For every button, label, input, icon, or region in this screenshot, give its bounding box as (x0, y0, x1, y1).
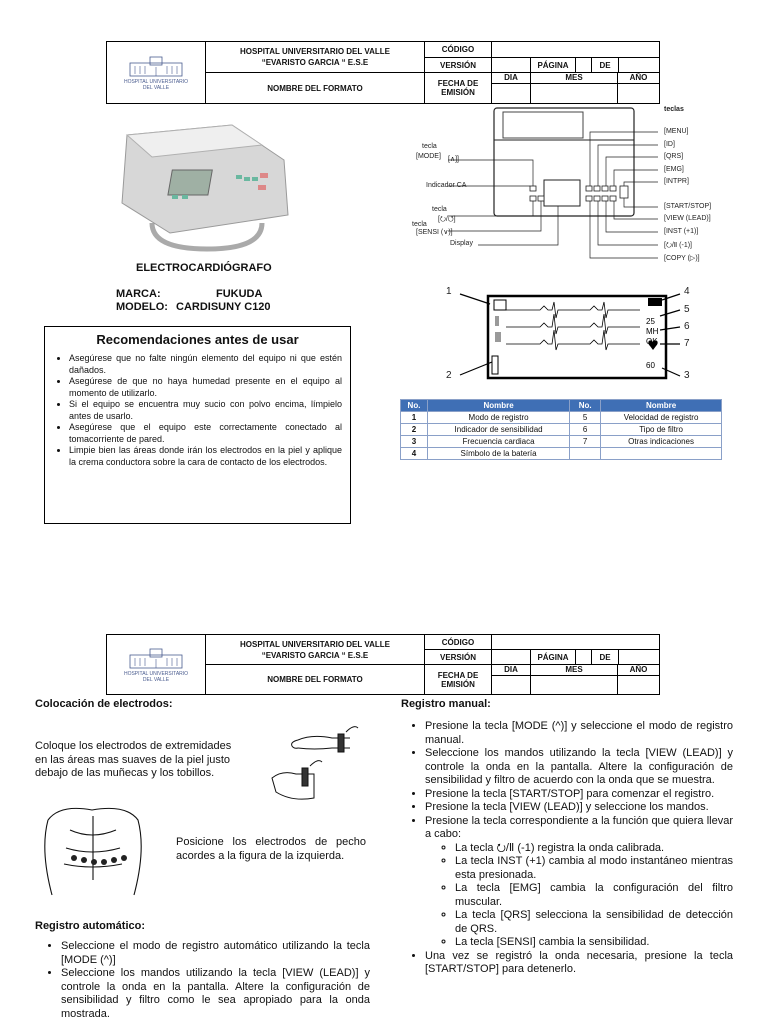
document-header-page2: HOSPITAL UNIVERSITARIO DEL VALLE HOSPITAL UNIVERSITARIO DEL VALLE “EVARISTO GARCIA “ E.S.E CÓDIGO VERSIÓN PÁGINA DE NOMBRE DEL FORMATO FECHA DE EMISIÓN DIA MES AÑO (106, 634, 660, 695)
logo-caption-2: DEL VALLE (142, 84, 170, 91)
codigo-label: CÓDIGO (425, 42, 492, 58)
modelo-value: CARDISUNY C120 (176, 301, 271, 313)
electrocardiograph-image (112, 115, 297, 255)
marca-value: FUKUDA (216, 288, 263, 300)
panel-label-cal: [⭮/Ⅱ (-1)] (664, 242, 693, 249)
table-row: 3 Frecuencia cardiaca 7 Otras indicaciones (401, 436, 722, 448)
list-item: ◦ La tecla INST (+1) cambia al modo instantáneo mientras esta presionada. (455, 855, 733, 882)
auto-list (35, 940, 370, 1021)
list-item: • Asegúrese de que no haya humedad presente en el equipo al momento de utilizarlo. (69, 376, 342, 399)
display-callout-2: 2 (446, 370, 452, 381)
list-item: • Seleccione los mandos utilizando la tecla [VIEW (LEAD)] y controle la onda en la pantalla. Altere la configuración de sensibilidad y filtro como le sea apropiado para la onda mostrada. (61, 967, 370, 1021)
hospital-name: HOSPITAL UNIVERSITARIO DEL VALLE “EVARISTO GARCIA “ E.S.E (206, 635, 425, 665)
panel-label-qrs: [QRS] (664, 153, 684, 160)
list-item: • Presione la tecla correspondiente a la función que quiera llevar a cabo: ◦ La tecla ⭮/Ⅱ (-1) registra la onda calibrada. ◦ La tecla INST (+1) cambia al modo instantáneo mientras esta presionada. ◦ La tecla [EMG] cambia la configuración del filtro muscular. ◦ La tecla [QRS] selecciona la sensibilidad de detección de QRS. ◦ La tecla [SENSI] cambia la sensibilidad. (425, 815, 733, 950)
display-callout-4: 4 (684, 286, 690, 297)
codigo-value (492, 42, 660, 58)
logo-caption-1: HOSPITAL UNIVERSITARIO (123, 78, 189, 85)
list-item: • Seleccione los mandos utilizando la tecla [VIEW (LEAD)] y controle la onda en la pantalla. Altere la configuración de sensibilidad y filtro de acuerdo con la onda que se muestra. (425, 747, 733, 788)
display-names-table: No. Nombre No. Nombre 1 Modo de registro 5 Velocidad de registro 2 Indicador de sensibilidad 6 Tipo de filtro 3 Frecuencia cardiaca 7 Otras indicaciones 4 Símbolo de la batería (400, 399, 722, 460)
panel-label-intpr: [INTPR] (664, 178, 689, 185)
chest-electrodes-image (30, 800, 160, 900)
display-callout-6: 6 (684, 321, 690, 332)
list-item: • Una vez se registró la onda necesaria, presione la tecla [START/STOP] para detenerlo. (425, 950, 733, 977)
recommendations-box (44, 326, 351, 524)
table-row: 2 Indicador de sensibilidad 6 Tipo de filtro (401, 424, 722, 436)
panel-label-sensi: [SENSI (∨)] (416, 229, 453, 236)
pecho-text: Posicione los electrodos de pecho acordes a la figura de la izquierda. (176, 836, 366, 862)
list-item: ◦ La tecla [QRS] selecciona la sensibilidad de detección de QRS. (455, 909, 733, 936)
manual-list (401, 720, 733, 977)
manual-title: Registro manual: (401, 698, 491, 710)
panel-label-menu: [MENU] (664, 128, 689, 135)
svg-text:60: 60 (646, 361, 655, 370)
list-item: • Presione la tecla [VIEW (LEAD)] y seleccione los mandos. (425, 801, 733, 815)
panel-label-id: [ID] (664, 141, 675, 148)
display-diagram (440, 282, 700, 392)
manual-sub-list (425, 842, 733, 950)
list-item: • Si el equipo se encuentra muy sucio con polvo encima, límpielo antes de usarlo. (69, 399, 342, 422)
panel-label-emg: [EMG] (664, 166, 684, 173)
panel-label-indicador: Indicador CA (426, 182, 467, 189)
auto-list-container (35, 940, 370, 1021)
panel-label-teclas: teclas (664, 106, 684, 113)
manual-list-container (401, 720, 733, 977)
list-item: • Asegúrese que el equipo este correctamente conectado al tomacorriente de pared. (69, 422, 342, 445)
table-row: 1 Modo de registro 5 Velocidad de registro (401, 412, 722, 424)
hospital-logo: HOSPITAL UNIVERSITARIO DEL VALLE (107, 635, 206, 695)
recommendations-list (45, 353, 350, 468)
list-item: ◦ La tecla [EMG] cambia la configuración del filtro muscular. (455, 882, 733, 909)
list-item: • Limpie bien las áreas donde irán los electrodos en la piel y aplique la crema conductora sobre la cara de contacto de los electrodos. (69, 445, 342, 468)
list-item: ◦ La tecla [SENSI] cambia la sensibilidad. (455, 936, 733, 950)
svg-text:25: 25 (646, 317, 655, 326)
panel-label-tecla2: tecla (432, 206, 447, 213)
panel-label-display: Display (450, 240, 473, 247)
colocacion-text: Coloque los electrodos de extremidades en las áreas mas suaves de la piel justo debajo de las muñecas y los tobillos. (35, 740, 232, 779)
version-label: VERSIÓN (425, 58, 492, 73)
hospital-name: HOSPITAL UNIVERSITARIO DEL VALLE “EVARISTO GARCIA “ E.S.E (206, 42, 425, 73)
hospital-building-icon (126, 55, 186, 77)
display-callout-7: 7 (684, 338, 690, 349)
hospital-logo (107, 42, 206, 104)
panel-label-tecla3: tecla (412, 221, 427, 228)
fecha-label: FECHA DE EMISIÓN (425, 73, 492, 104)
format-name: NOMBRE DEL FORMATO (206, 73, 425, 104)
de-label: DE (592, 58, 619, 73)
modelo-label: MODELO: (116, 301, 168, 313)
list-item: • Seleccione el modo de registro automático utilizando la tecla [MODE (^)] (61, 940, 370, 967)
colocacion-title: Colocación de electrodos: (35, 698, 173, 710)
pagina-label: PÁGINA (531, 58, 576, 73)
hospital-building-icon (126, 647, 186, 669)
display-callout-1: 1 (446, 286, 452, 297)
limb-electrodes-image (262, 718, 377, 808)
display-callout-5: 5 (684, 304, 690, 315)
list-item: • Asegúrese que no falte ningún elemento del equipo ni que estén dañados. (69, 353, 342, 376)
panel-label-view: [VIEW (LEAD)] (664, 215, 711, 222)
document-header: HOSPITAL UNIVERSITARIO DEL VALLE HOSPITAL UNIVERSITARIO DEL VALLE “EVARISTO GARCIA “ E.S.E CÓDIGO VERSIÓN PÁGINA DE NOMBRE DEL FORMATO FECHA DE EMISIÓN DIA MES AÑO (106, 41, 660, 104)
panel-label-tecla-mode: tecla (422, 143, 437, 150)
panel-label-mode-sym: [∧]] (448, 156, 459, 163)
display-callout-3: 3 (684, 370, 690, 381)
panel-label-tecla2-sym: [⭮/⭯] (438, 216, 456, 223)
recommendations-title: Recomendaciones antes de usar (96, 332, 299, 347)
control-panel-diagram (408, 100, 728, 270)
list-item: • Presione la tecla [MODE (^)] y seleccione el modo de registro manual. (425, 720, 733, 747)
auto-title: Registro automático: (35, 920, 146, 932)
panel-label-mode: [MODE] (416, 153, 441, 160)
panel-label-inst: [INST (+1)] (664, 228, 699, 235)
svg-text:OK: OK (646, 337, 658, 346)
table-row: 4 Símbolo de la batería (401, 448, 722, 460)
panel-label-copy: [COPY (▷)] (664, 255, 700, 262)
marca-label: MARCA: (116, 288, 161, 300)
list-item: • Presione la tecla [START/STOP] para comenzar el registro. (425, 788, 733, 802)
list-item: ◦ La tecla ⭮/Ⅱ (-1) registra la onda calibrada. (455, 842, 733, 856)
panel-label-start: [START/STOP] (664, 203, 712, 210)
device-title: ELECTROCARDIÓGRAFO (136, 262, 272, 274)
svg-text:MH: MH (646, 327, 659, 336)
